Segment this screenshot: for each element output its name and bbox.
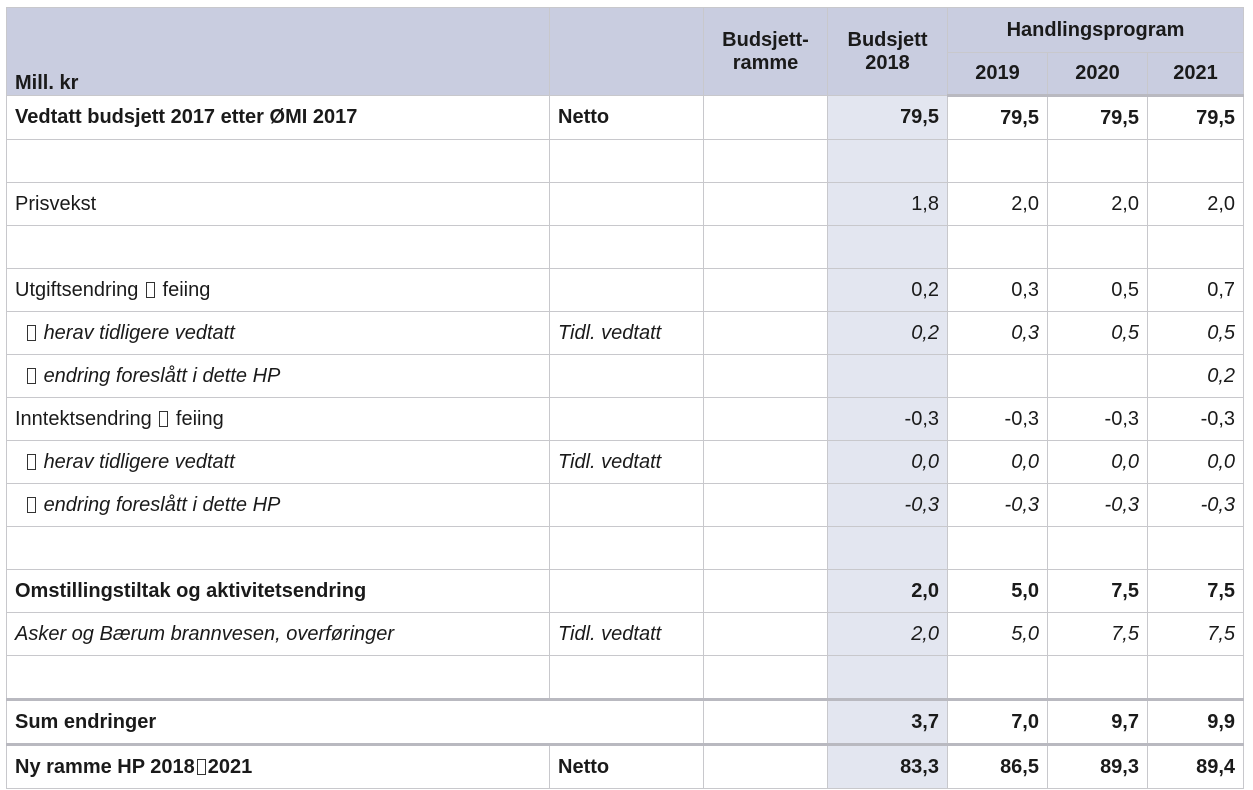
row-y2020: -0,3 xyxy=(1048,484,1148,527)
row-b2018 xyxy=(828,527,948,570)
row-b2018 xyxy=(828,656,948,700)
row-y2020: 0,5 xyxy=(1048,269,1148,312)
budsjett-header-line1: Budsjett xyxy=(847,28,928,51)
row-y2021 xyxy=(1148,527,1244,570)
year-header-2020: 2020 xyxy=(1048,53,1148,96)
row-label-post: feiing xyxy=(175,407,224,430)
row-label-post: endring foreslått i dette HP xyxy=(43,493,281,516)
row-y2020 xyxy=(1048,226,1148,269)
row-ramme xyxy=(704,269,828,312)
row-y2019: 0,3 xyxy=(948,312,1048,355)
row-label: Sum endringer xyxy=(7,700,704,745)
row-label xyxy=(7,527,550,570)
row-y2019: 86,5 xyxy=(948,745,1048,789)
row-y2020: 79,5 xyxy=(1048,96,1148,140)
row-note: Netto xyxy=(550,745,704,789)
row-label xyxy=(7,398,550,441)
row-y2019: 2,0 xyxy=(948,183,1048,226)
row-b2018 xyxy=(828,140,948,183)
row-y2021: 79,5 xyxy=(1148,96,1244,140)
row-y2019: 79,5 xyxy=(948,96,1048,140)
row-y2019: -0,3 xyxy=(948,484,1048,527)
table-row xyxy=(7,484,1244,527)
row-label: Vedtatt budsjett 2017 etter ØMI 2017 xyxy=(7,96,550,140)
row-y2020 xyxy=(1048,140,1148,183)
table-row xyxy=(7,183,1244,226)
row-label xyxy=(7,312,550,355)
row-y2019: 5,0 xyxy=(948,570,1048,613)
ramme-header-line1: Budsjett- xyxy=(722,28,809,51)
row-y2020: 89,3 xyxy=(1048,745,1148,789)
row-label xyxy=(7,140,550,183)
row-y2020 xyxy=(1048,355,1148,398)
missing-glyph-icon xyxy=(27,454,36,470)
row-ramme xyxy=(704,745,828,789)
row-label: Asker og Bærum brannvesen, overføringer xyxy=(7,613,550,656)
row-b2018 xyxy=(828,226,948,269)
row-label xyxy=(7,484,550,527)
row-ramme xyxy=(704,700,828,745)
budget-table xyxy=(6,7,1244,789)
row-ramme xyxy=(704,355,828,398)
handlingsprogram-header: Handlingsprogram xyxy=(948,8,1244,53)
row-y2020: 0,5 xyxy=(1048,312,1148,355)
row-note xyxy=(550,570,704,613)
row-note xyxy=(550,226,704,269)
row-y2021 xyxy=(1148,140,1244,183)
row-note xyxy=(550,527,704,570)
row-y2019: 0,0 xyxy=(948,441,1048,484)
row-y2019 xyxy=(948,527,1048,570)
table-row xyxy=(7,700,1244,745)
row-note: Tidl. vedtatt xyxy=(550,441,704,484)
row-b2018: 83,3 xyxy=(828,745,948,789)
row-ramme xyxy=(704,96,828,140)
row-label: Prisvekst xyxy=(7,183,550,226)
table-row xyxy=(7,656,1244,700)
row-y2020: 7,5 xyxy=(1048,613,1148,656)
row-b2018: 79,5 xyxy=(828,96,948,140)
row-b2018: 1,8 xyxy=(828,183,948,226)
row-y2019: 0,3 xyxy=(948,269,1048,312)
row-y2020: 0,0 xyxy=(1048,441,1148,484)
row-ramme xyxy=(704,441,828,484)
row-label xyxy=(7,441,550,484)
row-note xyxy=(550,484,704,527)
missing-glyph-icon xyxy=(159,411,168,427)
row-ramme xyxy=(704,570,828,613)
row-note: Tidl. vedtatt xyxy=(550,312,704,355)
row-label-post: herav tidligere vedtatt xyxy=(43,450,235,473)
year-header-2021: 2021 xyxy=(1148,53,1244,96)
missing-glyph-icon xyxy=(27,368,36,384)
row-y2019 xyxy=(948,226,1048,269)
row-b2018: 0,0 xyxy=(828,441,948,484)
row-y2021 xyxy=(1148,656,1244,700)
row-y2021: 0,5 xyxy=(1148,312,1244,355)
row-b2018: 0,2 xyxy=(828,269,948,312)
row-label-pre: Inntektsendring xyxy=(15,407,152,430)
row-note xyxy=(550,269,704,312)
table-row xyxy=(7,527,1244,570)
row-ramme xyxy=(704,312,828,355)
row-y2020: -0,3 xyxy=(1048,398,1148,441)
row-ramme xyxy=(704,527,828,570)
table-row xyxy=(7,140,1244,183)
missing-glyph-icon xyxy=(197,759,206,775)
row-y2019: 5,0 xyxy=(948,613,1048,656)
row-label-post: endring foreslått i dette HP xyxy=(43,364,281,387)
table-row xyxy=(7,441,1244,484)
row-ramme xyxy=(704,398,828,441)
row-note xyxy=(550,183,704,226)
row-note xyxy=(550,398,704,441)
row-ramme xyxy=(704,656,828,700)
row-label xyxy=(7,226,550,269)
row-label xyxy=(7,745,550,789)
row-b2018 xyxy=(828,355,948,398)
row-y2020: 2,0 xyxy=(1048,183,1148,226)
row-label xyxy=(7,269,550,312)
row-b2018: 2,0 xyxy=(828,613,948,656)
ramme-header-line2: ramme xyxy=(732,51,799,74)
row-y2020 xyxy=(1048,527,1148,570)
row-ramme xyxy=(704,226,828,269)
row-y2021: 9,9 xyxy=(1148,700,1244,745)
row-y2021: 89,4 xyxy=(1148,745,1244,789)
row-y2021: -0,3 xyxy=(1148,484,1244,527)
row-label-pre: Utgiftsendring xyxy=(15,278,139,301)
table-row xyxy=(7,312,1244,355)
table-row xyxy=(7,745,1244,789)
missing-glyph-icon xyxy=(27,325,36,341)
row-y2021: 0,7 xyxy=(1148,269,1244,312)
row-label-post: herav tidligere vedtatt xyxy=(43,321,235,344)
table-row xyxy=(7,398,1244,441)
unit-header: Mill. kr xyxy=(7,8,550,96)
table-row xyxy=(7,269,1244,312)
ramme-header xyxy=(704,8,828,96)
row-label-post: feiing xyxy=(162,278,211,301)
table-row xyxy=(7,226,1244,269)
row-label xyxy=(7,355,550,398)
note-header xyxy=(550,8,704,96)
row-y2021: 7,5 xyxy=(1148,613,1244,656)
row-y2021: 2,0 xyxy=(1148,183,1244,226)
row-y2020: 7,5 xyxy=(1048,570,1148,613)
table-row xyxy=(7,355,1244,398)
table-row xyxy=(7,570,1244,613)
row-note: Netto xyxy=(550,96,704,140)
missing-glyph-icon xyxy=(27,497,36,513)
row-b2018: -0,3 xyxy=(828,484,948,527)
missing-glyph-icon xyxy=(146,282,155,298)
row-ramme xyxy=(704,140,828,183)
row-note xyxy=(550,355,704,398)
row-b2018: -0,3 xyxy=(828,398,948,441)
row-b2018: 3,7 xyxy=(828,700,948,745)
row-b2018: 2,0 xyxy=(828,570,948,613)
row-y2019 xyxy=(948,355,1048,398)
row-y2021: 0,0 xyxy=(1148,441,1244,484)
row-y2019: 7,0 xyxy=(948,700,1048,745)
row-y2019: -0,3 xyxy=(948,398,1048,441)
row-b2018: 0,2 xyxy=(828,312,948,355)
row-y2021: 0,2 xyxy=(1148,355,1244,398)
table-row xyxy=(7,96,1244,140)
row-label xyxy=(7,656,550,700)
row-y2020 xyxy=(1048,656,1148,700)
row-label-post: 2021 xyxy=(207,755,253,778)
budsjett-header-line2: 2018 xyxy=(865,51,910,74)
row-y2021: -0,3 xyxy=(1148,398,1244,441)
year-header-2019: 2019 xyxy=(948,53,1048,96)
row-y2020: 9,7 xyxy=(1048,700,1148,745)
row-y2021: 7,5 xyxy=(1148,570,1244,613)
row-note: Tidl. vedtatt xyxy=(550,613,704,656)
row-ramme xyxy=(704,613,828,656)
row-note xyxy=(550,140,704,183)
row-ramme xyxy=(704,183,828,226)
row-label: Omstillingstiltak og aktivitetsendring xyxy=(7,570,550,613)
row-y2021 xyxy=(1148,226,1244,269)
row-note xyxy=(550,656,704,700)
table-row xyxy=(7,613,1244,656)
row-label-pre: Ny ramme HP 2018 xyxy=(15,755,195,778)
row-y2019 xyxy=(948,656,1048,700)
budsjett-2018-header xyxy=(828,8,948,96)
row-ramme xyxy=(704,484,828,527)
row-y2019 xyxy=(948,140,1048,183)
